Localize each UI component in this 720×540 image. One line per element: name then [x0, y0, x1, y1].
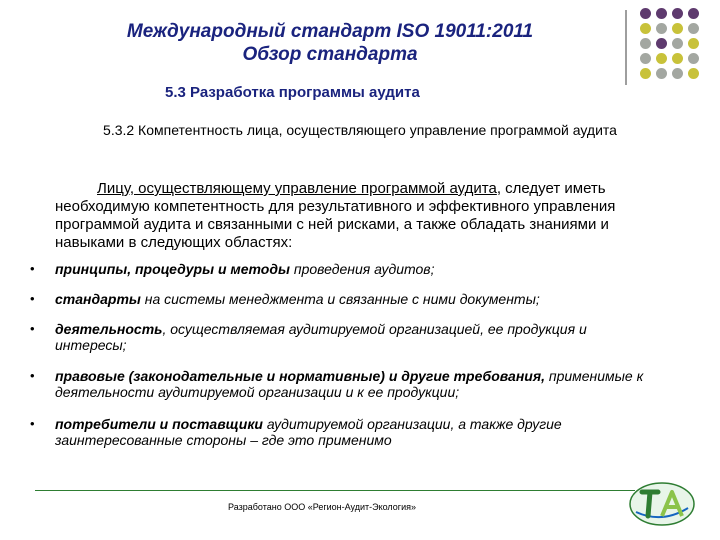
bullet-text: на системы менеджмента и связанные с ними документы;: [140, 291, 540, 307]
dot: [688, 53, 699, 64]
dot: [640, 38, 651, 49]
dot: [688, 38, 699, 49]
dot: [672, 38, 683, 49]
bullet-text: , осуществляемая аудитируемой организацией, ее продукция и интересы;: [55, 321, 587, 353]
dot: [656, 38, 667, 49]
dot: [640, 23, 651, 34]
bullet-bold: принципы, процедуры и методы: [55, 261, 290, 277]
bullet-icon: •: [30, 368, 35, 383]
dot: [640, 68, 651, 79]
intro-paragraph: [55, 180, 680, 252]
bullet-text: проведения аудитов;: [289, 261, 435, 277]
dot: [688, 23, 699, 34]
bullet-bold: деятельность: [55, 321, 163, 337]
dot: [672, 53, 683, 64]
dot: [656, 53, 667, 64]
dot: [640, 8, 651, 19]
dot: [672, 8, 683, 19]
dot: [656, 23, 667, 34]
title-line-1: Международный стандарт ISO 19011:2011: [126, 21, 534, 42]
bullet-bold: потребители и поставщики: [55, 416, 263, 432]
title-divider: [625, 10, 627, 85]
section-heading: 5.3 Разработка программы аудита: [165, 84, 420, 101]
footer-divider: [35, 490, 635, 491]
company-logo-icon: [628, 480, 696, 528]
bullet-icon: •: [30, 291, 35, 306]
title-line-2: Обзор стандарта: [242, 44, 418, 65]
dot: [672, 23, 683, 34]
intro-rest: , следует иметь необходимую компетентность для результативного и эффективного управления программой аудита и связанными с ней рисками, а также обладать знаниями и навыками в следующих областях:: [55, 180, 616, 251]
dot: [688, 8, 699, 19]
bullet-bold: стандарты: [55, 291, 141, 307]
dot: [656, 8, 667, 19]
dot: [656, 68, 667, 79]
footer-credit: Разработано ООО «Регион-Аудит-Экология»: [228, 502, 416, 512]
bullet-bold: правовые (законодательные и нормативные) и другие требования,: [55, 368, 545, 384]
subsection-heading: 5.3.2 Компетентность лица, осуществляющего управление программой аудита: [103, 122, 617, 138]
dot: [640, 53, 651, 64]
bullet-icon: •: [30, 321, 35, 336]
page-title: [60, 20, 600, 66]
dot: [688, 68, 699, 79]
bullet-text: аудитируемой организации, а также другие заинтересованные стороны – где это применимо: [55, 416, 562, 448]
bullet-text: применимые к деятельности аудитируемой организации и к ее продукции;: [55, 368, 644, 400]
dot: [672, 68, 683, 79]
bullet-icon: •: [30, 261, 35, 276]
bullet-icon: •: [30, 416, 35, 431]
intro-underlined: Лицу, осуществляющему управление программой аудита: [97, 180, 497, 197]
